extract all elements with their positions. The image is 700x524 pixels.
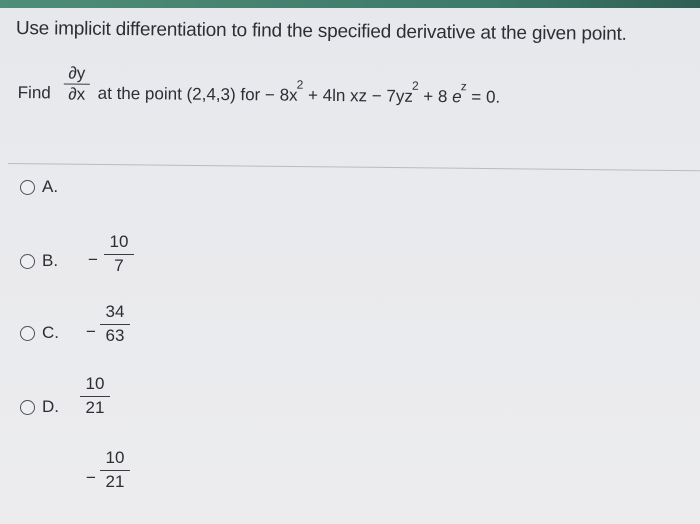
divider bbox=[8, 163, 700, 171]
denominator: 63 bbox=[105, 326, 125, 345]
numerator: 10 bbox=[85, 374, 105, 393]
option-d[interactable] bbox=[20, 396, 220, 491]
minus-sign: − bbox=[86, 322, 96, 341]
equation-part-1: − 8x bbox=[260, 85, 298, 105]
derivative-denominator: ∂x bbox=[68, 84, 86, 104]
denominator: 7 bbox=[114, 256, 124, 275]
minus-sign: − bbox=[88, 250, 98, 269]
minus-sign: − bbox=[86, 468, 96, 487]
top-accent-bar bbox=[0, 0, 700, 8]
numerator: 10 bbox=[105, 448, 125, 467]
exponent-3: z bbox=[460, 79, 467, 94]
numerator: 10 bbox=[109, 232, 129, 251]
option-c[interactable] bbox=[20, 322, 220, 417]
point-text: at the point (2,4,3) for bbox=[97, 83, 261, 105]
radio-button[interactable] bbox=[20, 254, 35, 269]
option-b[interactable] bbox=[20, 250, 220, 345]
denominator: 21 bbox=[85, 398, 105, 417]
option-label: B. bbox=[42, 251, 59, 270]
radio-button[interactable] bbox=[20, 180, 35, 195]
equation-part-4: = 0. bbox=[466, 87, 501, 107]
option-label: C. bbox=[42, 323, 59, 342]
radio-button[interactable] bbox=[20, 326, 35, 341]
exponent-2: 2 bbox=[411, 78, 419, 93]
find-label: Find bbox=[17, 82, 51, 103]
option-label: A. bbox=[42, 177, 59, 196]
exponent-1: 2 bbox=[296, 77, 304, 92]
equation-part-2: + 4ln xz − 7yz bbox=[303, 85, 414, 106]
equation bbox=[97, 77, 501, 108]
fraction-bar bbox=[100, 470, 130, 471]
instruction-text: Use implicit differentiation to find the specified derivative at the given point. bbox=[15, 18, 627, 45]
problem-statement bbox=[17, 64, 678, 130]
e-symbol: e bbox=[452, 87, 462, 107]
numerator: 34 bbox=[105, 302, 125, 321]
option-label: D. bbox=[42, 397, 59, 416]
derivative-numerator: ∂y bbox=[68, 63, 86, 83]
denominator: 21 bbox=[105, 472, 125, 491]
option-a[interactable] bbox=[20, 176, 220, 275]
equation-part-3: + 8 bbox=[418, 86, 453, 107]
derivative-fraction bbox=[64, 64, 90, 103]
answer-fraction bbox=[100, 448, 130, 492]
radio-button[interactable] bbox=[20, 400, 35, 415]
